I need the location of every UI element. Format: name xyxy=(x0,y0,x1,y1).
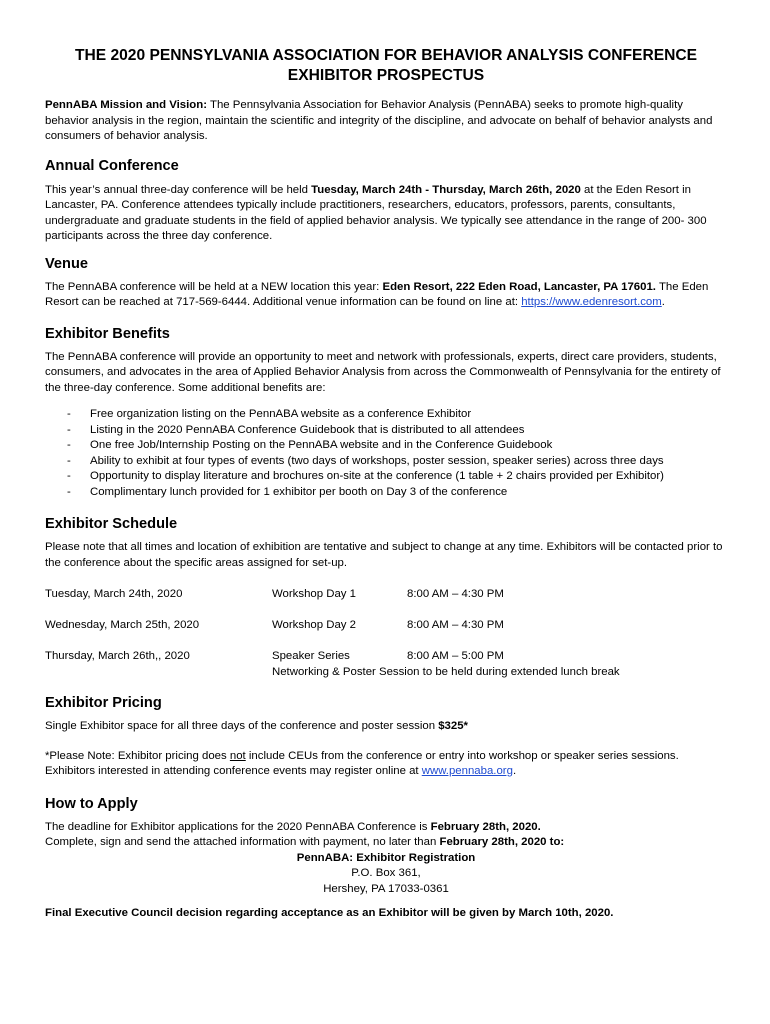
benefits-list xyxy=(45,407,727,500)
annual-conference-paragraph xyxy=(45,183,727,245)
schedule-date: Tuesday, March 24th, 2020 xyxy=(45,588,183,600)
table-row xyxy=(45,618,727,634)
schedule-date: Thursday, March 26th,, 2020 xyxy=(45,650,190,662)
page-title xyxy=(45,46,727,86)
schedule-note: Networking & Poster Session to be held during extended lunch break xyxy=(272,665,620,678)
how-to-apply-heading: How to Apply xyxy=(45,795,138,812)
table-row xyxy=(45,587,727,603)
annual-conference-heading: Annual Conference xyxy=(45,157,179,174)
bullet-dash: - xyxy=(67,485,71,498)
schedule-event: Workshop Day 2 xyxy=(272,619,356,631)
prospectus-page xyxy=(45,46,727,922)
schedule-event: Speaker Series xyxy=(272,650,350,662)
address-box: P.O. Box 361, xyxy=(351,867,421,879)
list-item: - Complimentary lunch provided for 1 exhibitor per booth on Day 3 of the conference xyxy=(45,485,727,501)
schedule-time: 8:00 AM – 5:00 PM xyxy=(407,650,504,662)
annual-text-post: at the Eden Resort in Lancaster, PA. Conference attendees typically include practitioners, researchers, educators, professors, parents, consultants, undergraduate and graduate students in the field of applied behavior analysis. We typically see attendance in the range of 200- 300 participants across the three day conference. xyxy=(45,183,707,242)
address-name: PennABA: Exhibitor Registration xyxy=(296,851,476,864)
mission-paragraph xyxy=(45,98,727,145)
schedule-intro: Please note that all times and location of exhibition are tentative and subject to change at any time. Exhibitors will be contacted prior to the conference about the specific areas assigned for set-up. xyxy=(45,541,723,569)
table-row-note xyxy=(45,665,727,681)
benefits-heading: Exhibitor Benefits xyxy=(45,325,170,342)
bullet-dash: - xyxy=(67,408,71,420)
address-city: Hershey, PA 17033-0361 xyxy=(323,882,449,895)
final-decision-note: Final Executive Council decision regarding acceptance as an Exhibitor will be given by March 10th, 2020. xyxy=(45,907,614,919)
pricing-text: Single Exhibitor space for all three days of the conference and poster session xyxy=(45,720,439,732)
exhibitor-price: $325* xyxy=(438,720,468,732)
list-item: - Ability to exhibit at four types of events (two days of workshops, poster session, speaker series) across three days xyxy=(45,454,727,470)
application-deadline: February 28th, 2020. xyxy=(430,820,541,833)
schedule-time: 8:00 AM – 4:30 PM xyxy=(407,588,504,600)
pricing-note-not: not xyxy=(229,749,246,762)
schedule-event: Workshop Day 1 xyxy=(272,588,356,600)
venue-website-link[interactable]: https://www.edenresort.com xyxy=(521,296,662,308)
list-item: - Free organization listing on the PennABA website as a conference Exhibitor xyxy=(45,407,727,423)
table-row xyxy=(45,649,727,665)
mission-label: PennABA Mission and Vision: xyxy=(45,99,208,111)
pricing-note: *Please Note: Exhibitor pricing does not include CEUs from the conference or entry into workshop or speaker series sessions. Exhibitors interested in attending conference events may register online at www.pennaba.org. xyxy=(45,749,679,777)
payment-deadline: February 28th, 2020 xyxy=(439,836,547,848)
title-line-2: EXHIBITOR PROSPECTUS xyxy=(287,67,485,84)
schedule-date: Wednesday, March 25th, 2020 xyxy=(45,619,200,631)
pricing-single xyxy=(45,719,727,735)
venue-text-post: The Eden Resort can be reached at 717-569-6444. Additional venue information can be found on line at: xyxy=(45,280,709,308)
bullet-dash: - xyxy=(67,439,71,451)
venue-text-end: . xyxy=(661,296,665,308)
conference-dates: Tuesday, March 24th - Thursday, March 26th, 2020 xyxy=(311,183,581,196)
annual-text-pre: This year’s annual three-day conference will be held xyxy=(45,183,312,196)
schedule-table xyxy=(45,587,727,680)
pricing-heading: Exhibitor Pricing xyxy=(45,695,162,711)
schedule-time: 8:00 AM – 4:30 PM xyxy=(407,619,504,631)
schedule-heading: Exhibitor Schedule xyxy=(45,516,178,532)
venue-heading: Venue xyxy=(45,255,88,272)
bullet-dash: - xyxy=(67,470,71,482)
list-item: - Listing in the 2020 PennABA Conference Guidebook that is distributed to all attendees xyxy=(45,423,727,439)
benefits-intro: The PennABA conference will provide an opportunity to meet and network with professionals, experts, direct care providers, students, consumers, and advocates in the area of Applied Behavior Analysis from across the Commonwealth of Pennsylvania for the entirety of the three-day conference. Some additional benefits are: xyxy=(45,350,721,394)
title-line-1: THE 2020 PENNSYLVANIA ASSOCIATION FOR BEHAVIOR ANALYSIS CONFERENCE xyxy=(74,47,698,64)
list-item: - One free Job/Internship Posting on the PennABA website and in the Conference Guidebook xyxy=(45,438,727,454)
bullet-dash: - xyxy=(67,454,71,467)
venue-location: Eden Resort, 222 Eden Road, Lancaster, PA 17601. xyxy=(382,280,656,293)
bullet-dash: - xyxy=(67,423,71,436)
mission-text: The Pennsylvania Association for Behavior Analysis (PennABA) seeks to promote high-quality behavior analysis in the region, maintain the scientific and integrity of the discipline, and advocate on behalf of behavior analysts and consumers of behavior analysis. xyxy=(45,99,713,142)
list-item: - Opportunity to display literature and brochures on-site at the conference (1 table + 2 chairs provided per Exhibitor) xyxy=(45,469,727,485)
venue-text-pre: The PennABA conference will be held at a NEW location this year: xyxy=(45,280,383,293)
pennaba-website-link[interactable]: www.pennaba.org xyxy=(421,765,513,777)
apply-instructions: Complete, sign and send the attached information with payment, no later than February 28th, 2020 to: xyxy=(45,836,565,848)
apply-deadline: The deadline for Exhibitor applications for the 2020 PennABA Conference is February 28th, 2020. xyxy=(45,820,541,833)
venue-paragraph xyxy=(45,280,727,311)
